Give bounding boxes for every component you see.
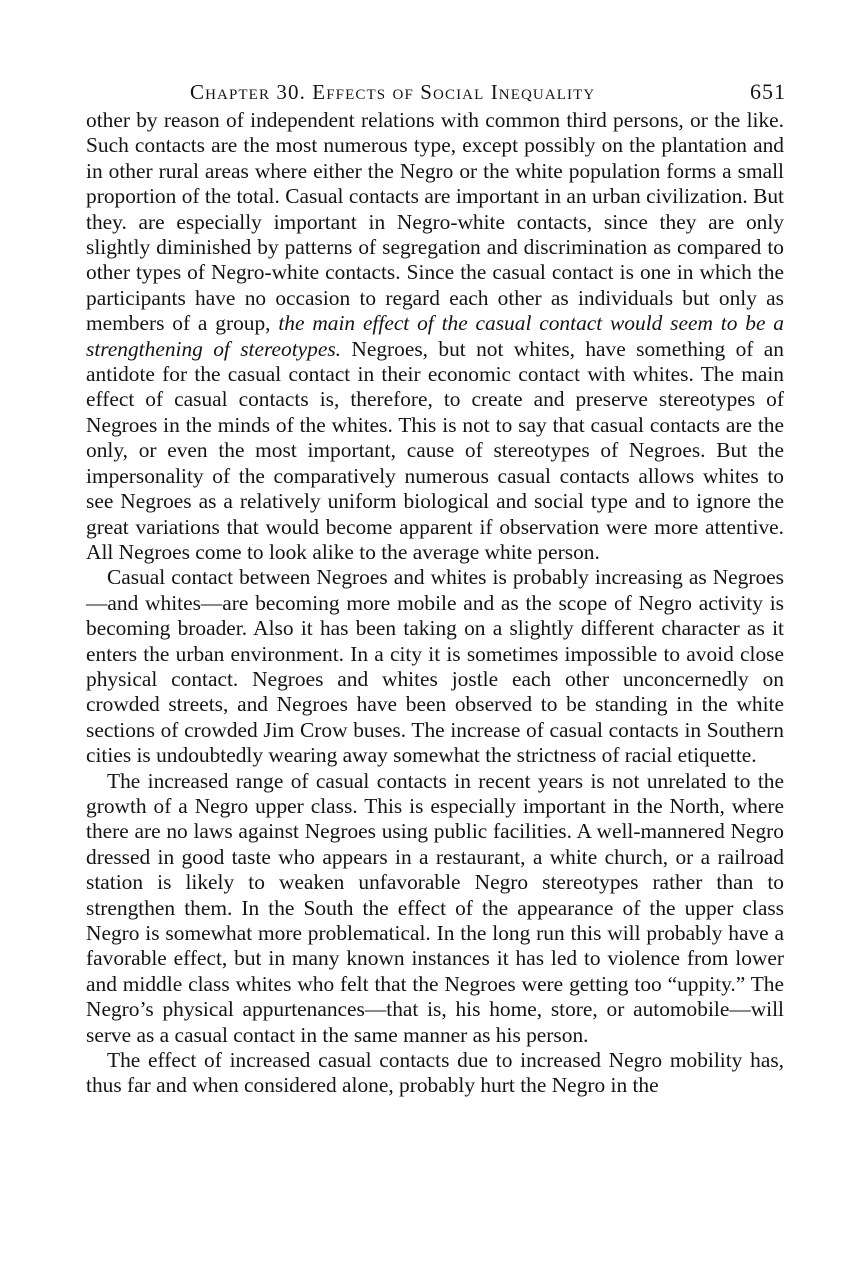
paragraph-3: The increased range of casual contacts in recent years is not unrelated to the growth of a Negro upper class. This is especially important in the North, where there are no laws against Negroes using public facilities. A well-mannered Negro dressed in good taste who appears in a restaurant, a white church, or a railroad station is likely to weaken unfavorable Negro stereotypes rather than to strengthen them. In the South the effect of the appearance of the upper class Negro is somewhat more problematical. In the long run this will probably have a favorable effect, but in many known instances it has led to violence from lower and middle class whites who felt that the Negroes were getting too “uppity.” The Negro’s physical appurtenances—that is, his home, store, or automobile—will serve as a casual contact in the same manner as his person. (86, 768, 784, 1047)
chapter-title: Chapter 30. Effects of Social Inequality (190, 80, 596, 104)
paragraph-1 (86, 108, 784, 565)
page-number: 651 (750, 79, 786, 104)
paragraph-2: Casual contact between Negroes and whites is probably increasing as Negroes—and whites—are becoming more mobile and as the scope of Negro activity is becoming broader. Also it has been taking on a slightly different character as it enters the urban environment. In a city it is sometimes impossible to avoid close physical contact. Negroes and whites jostle each other unconcernedly on crowded streets, and Negroes have been observed to be standing in the white sections of crowded Jim Crow buses. The increase of casual contacts in Southern cities is undoubtedly wearing away somewhat the strictness of racial etiquette. (86, 565, 784, 768)
paragraph-1-text-after: Negroes, but not whites, have something of an antidote for the casual contact in their economic contact with whites. The main effect of casual contacts is, therefore, to create and preserve stereotypes of Negroes in the minds of the whites. This is not to say that casual contacts are the only, or even the most important, cause of stereotypes of Negroes. But the impersonality of the comparatively numerous casual contacts allows whites to see Negroes as a relatively uniform biological and social type and to ignore the great variations that would become apparent if observation were more attentive. All Negroes come to look alike to the average white person. (86, 336, 784, 564)
paragraph-1-text-before: other by reason of independent relations with common third persons, or the like. Such contacts are the most numerous type, except possibly on the plantation and in other rural areas where either the Negro or the white population forms a small proportion of the total. Casual contacts are important in an urban civilization. But they. are especially important in Negro-white contacts, since they are only slightly diminished by patterns of segregation and discrimination as compared to other types of Negro-white contacts. Since the casual contact is one in which the participants have no occasion to regard each other as individuals but only as members of a group, (86, 108, 784, 336)
emphasized-sentence: the main effect of the casual contact would seem to be a strengthening of stereotypes. (86, 311, 784, 361)
paragraph-4: The effect of increased casual contacts due to increased Negro mobility has, thus far and when considered alone, probably hurt the Negro in the (86, 1048, 784, 1098)
book-page (86, 74, 784, 1099)
body-text (86, 108, 784, 1099)
running-head (86, 74, 784, 108)
